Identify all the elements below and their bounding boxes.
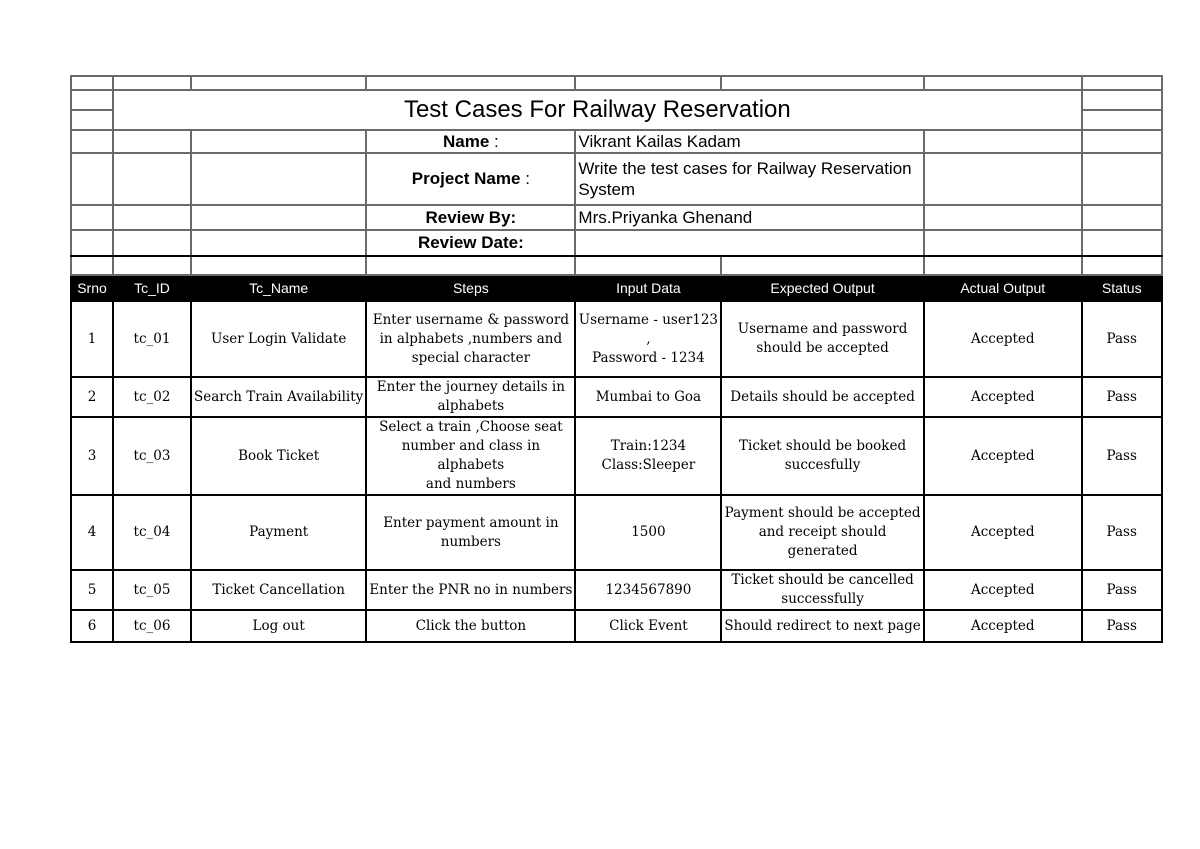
review-by-label: Review By: <box>366 205 575 230</box>
cell-input-data: 1234567890 <box>575 570 721 610</box>
column-header-tc-name: Tc_Name <box>191 275 366 301</box>
cell-steps: Enter the PNR no in numbers <box>366 570 575 610</box>
column-header-steps: Steps <box>366 275 575 301</box>
cell-expected-output: Ticket should be booked succesfully <box>721 417 923 495</box>
cell-steps: Enter the journey details in alphabets <box>366 377 575 417</box>
cell-input-data: Train:1234 Class:Sleeper <box>575 417 721 495</box>
cell-tc-name: Book Ticket <box>191 417 366 495</box>
review-date-row <box>71 230 1162 256</box>
cell-status: Pass <box>1082 570 1162 610</box>
cell-actual-output: Accepted <box>924 610 1082 642</box>
sheet-title: Test Cases For Railway Reservation <box>113 90 1082 130</box>
column-header-expected-output: Expected Output <box>721 275 923 301</box>
cell-tc-name: Search Train Availability <box>191 377 366 417</box>
cell-expected-output: Ticket should be cancelled successfully <box>721 570 923 610</box>
project-name-label: Project Name : <box>366 153 575 205</box>
cell-srno: 2 <box>71 377 113 417</box>
name-value: Vikrant Kailas Kadam <box>575 130 923 153</box>
cell-steps: Enter username & password in alphabets ,numbers and special character <box>366 301 575 377</box>
cell-tc-id: tc_03 <box>113 417 191 495</box>
cell-status: Pass <box>1082 417 1162 495</box>
cell-actual-output: Accepted <box>924 495 1082 570</box>
project-row <box>71 153 1162 205</box>
cell-tc-name: User Login Validate <box>191 301 366 377</box>
cell-actual-output: Accepted <box>924 417 1082 495</box>
title-row-top <box>71 90 1162 110</box>
table-header-row <box>71 275 1162 301</box>
cell-srno: 5 <box>71 570 113 610</box>
cell-status: Pass <box>1082 495 1162 570</box>
cell-tc-id: tc_06 <box>113 610 191 642</box>
review-date-label: Review Date: <box>366 230 575 256</box>
cell-srno: 1 <box>71 301 113 377</box>
cell-tc-name: Ticket Cancellation <box>191 570 366 610</box>
column-header-actual-output: Actual Output <box>924 275 1082 301</box>
project-name-value: Write the test cases for Railway Reservation System <box>575 153 923 205</box>
cell-tc-id: tc_04 <box>113 495 191 570</box>
review-date-value <box>575 230 923 256</box>
blank-row <box>71 76 1162 90</box>
cell-tc-id: tc_01 <box>113 301 191 377</box>
cell-status: Pass <box>1082 610 1162 642</box>
table-row <box>71 570 1162 610</box>
cell-input-data: Username - user123 , Password - 1234 <box>575 301 721 377</box>
cell-actual-output: Accepted <box>924 570 1082 610</box>
column-header-tc-id: Tc_ID <box>113 275 191 301</box>
cell-tc-id: tc_02 <box>113 377 191 417</box>
cell-steps: Enter payment amount in numbers <box>366 495 575 570</box>
cell-input-data: 1500 <box>575 495 721 570</box>
review-by-row <box>71 205 1162 230</box>
table-row <box>71 377 1162 417</box>
cell-status: Pass <box>1082 301 1162 377</box>
cell-expected-output: Details should be accepted <box>721 377 923 417</box>
cell-actual-output: Accepted <box>924 377 1082 417</box>
column-header-input-data: Input Data <box>575 275 721 301</box>
cell-expected-output: Username and password should be accepted <box>721 301 923 377</box>
column-header-srno: Srno <box>71 275 113 301</box>
cell-expected-output: Should redirect to next page <box>721 610 923 642</box>
name-label: Name : <box>366 130 575 153</box>
cell-status: Pass <box>1082 377 1162 417</box>
cell-expected-output: Payment should be accepted and receipt should generated <box>721 495 923 570</box>
cell-srno: 6 <box>71 610 113 642</box>
cell-srno: 4 <box>71 495 113 570</box>
table-row <box>71 495 1162 570</box>
cell-srno: 3 <box>71 417 113 495</box>
cell-tc-id: tc_05 <box>113 570 191 610</box>
cell-input-data: Click Event <box>575 610 721 642</box>
cell-tc-name: Payment <box>191 495 366 570</box>
cell-actual-output: Accepted <box>924 301 1082 377</box>
cell-steps: Click the button <box>366 610 575 642</box>
table-row <box>71 301 1162 377</box>
review-by-value: Mrs.Priyanka Ghenand <box>575 205 923 230</box>
cell-input-data: Mumbai to Goa <box>575 377 721 417</box>
cell-steps: Select a train ,Choose seat number and class in alphabets and numbers <box>366 417 575 495</box>
spacer-row <box>71 256 1162 275</box>
name-row <box>71 130 1162 153</box>
column-header-status: Status <box>1082 275 1162 301</box>
table-row <box>71 610 1162 642</box>
cell-tc-name: Log out <box>191 610 366 642</box>
test-case-sheet <box>70 75 1163 643</box>
table-row <box>71 417 1162 495</box>
